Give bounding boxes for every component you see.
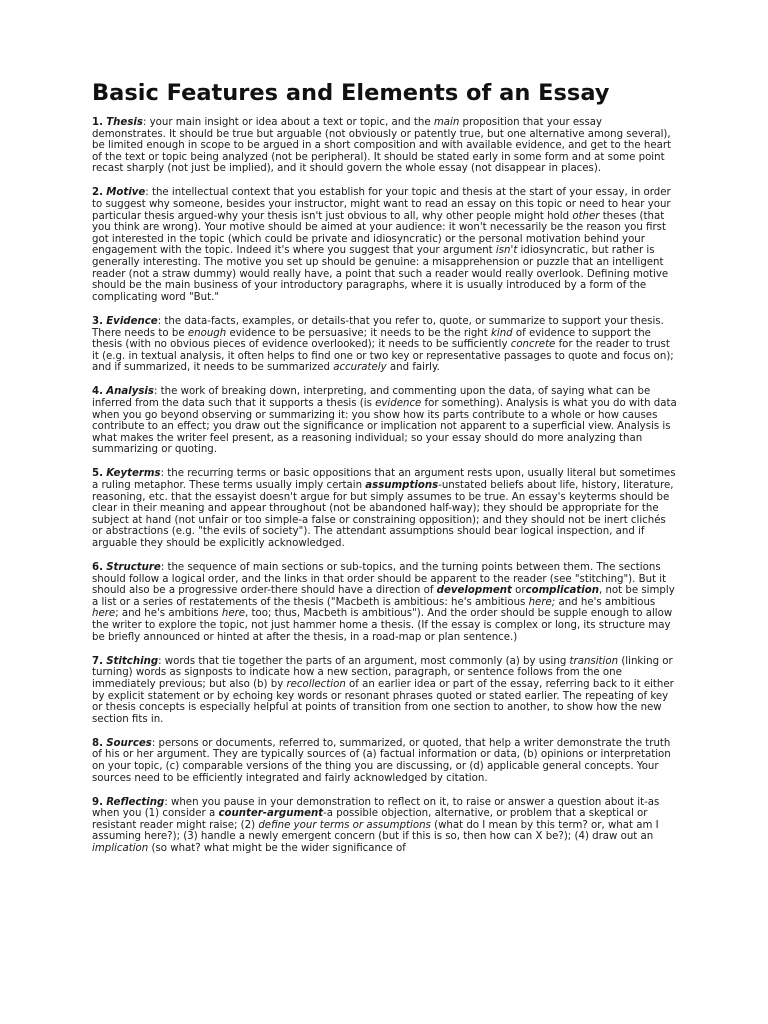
section-7	[92, 656, 678, 726]
emphasis: here	[221, 608, 246, 620]
emphasis: transition	[569, 655, 619, 667]
text-run: theses (that you think are wrong). Your motive should be aimed at your audience: it won't necessarily be the reason you first got interested in the topic (which could be private and idiosyncratic) or the personal motivation behind your engagement with the topic. Indeed it's where you suggest that your argument	[92, 210, 666, 257]
text-run: : your main insight or idea about a text or topic, and the	[142, 117, 434, 128]
text-run: (linking or turning) words as signposts to indicate how a new section, paragraph, or sentence follows from the one immediately previous; but also (b) by	[92, 655, 673, 690]
section-1	[92, 117, 678, 175]
term: Motive	[106, 187, 146, 199]
section-number: 1.	[92, 117, 103, 128]
text-run: : the intellectual context that you establish for your topic and thesis at the start of your essay, in order to suggest why someone, besides your instructor, might want to read an essay on this topic or need to hear your particular thesis argued-why your thesis isn't just obvious to all, why other people might hold	[92, 187, 671, 222]
term: Structure	[106, 562, 161, 574]
term: complication	[525, 585, 599, 597]
emphasis: other	[572, 210, 600, 222]
text-run: ; and he's ambitions	[115, 608, 222, 620]
section-4	[92, 386, 678, 456]
text-run: idiosyncratic, but rather is generally interesting. The motive you set up should be genuine: a misapprehension or puzzle that an intelligent reader (not a straw dummy) would really have, a point that such a reader would really overlook. Defining motive should be the main business of your introductory paragraphs, where it is usually introduced by a form of the complicating word "But."	[92, 245, 669, 303]
emphasis: evidence	[375, 397, 422, 409]
text-run: and fairly.	[386, 362, 440, 374]
text-run: : when you pause in your demonstration to reflect on it, to raise or answer a question about it-as when you (1) consider a	[92, 796, 660, 820]
term: Stitching	[106, 655, 159, 667]
emphasis: enough	[187, 327, 227, 339]
text-run: of evidence to support the thesis (with no obvious pieces of evidence overlooked); it needs to be sufficiently	[92, 327, 651, 351]
text-run: , not be simply a list or a series of restatements of the thesis ("Macbeth is ambitious: he's ambitious	[92, 585, 675, 608]
text-run: and he's ambitious	[555, 596, 656, 608]
text-run: (what do I mean by this term? or, what am I assuming here?); (3) handle a newly emergent concern (but if this is so, then how can X be?); (4) draw out an	[92, 819, 659, 843]
term: Reflecting	[106, 796, 165, 808]
term: Evidence	[106, 315, 158, 327]
emphasis: implication	[92, 843, 149, 855]
term: assumptions	[365, 480, 439, 492]
section-5	[92, 468, 678, 549]
text-run: -a possible objection, alternative, or problem that a skeptical or resistant reader might raise; (2)	[92, 808, 648, 831]
emphasis: concrete	[510, 339, 556, 351]
term: development	[436, 585, 512, 597]
emphasis: here;	[528, 596, 556, 608]
section-number: 7.	[92, 655, 103, 667]
text-run: : the recurring terms or basic oppositions that an argument rests upon, usually literal but sometimes a ruling metaphor. These terms usually imply certain	[92, 468, 676, 492]
section-3	[92, 316, 678, 374]
section-number: 5.	[92, 468, 103, 480]
section-2	[92, 187, 678, 303]
text-run: -unstated beliefs about life, history, literature, reasoning, etc. that the essayist doesn't argue for but simply assumes to be true. An essay's keyterms should be clear in their meaning and appear throughout (not be abandoned half-way); they should be appropriate for the subject at hand (not unfair or too simple-a false or constraining opposition); and they should not be inert clichés or abstractions (e.g. "the evils of society"). The attendant assumptions should bear logical inspection, and if arguable they should be explicitly acknowledged.	[92, 480, 674, 549]
text-run: (so what? what might be the wider significance of	[148, 843, 406, 855]
section-number: 2.	[92, 187, 103, 199]
emphasis: main	[433, 117, 460, 128]
text-run: : persons or documents, referred to, summarized, or quoted, that help a writer demonstrate the truth of his or her argument. They are typically sources of (a) factual information or data, (b) opinions or interpretation on your topic, (c) comparable versions of the thing you are discussing, or (d) applicable general concepts. Your sources need to be efficiently integrated and fairly acknowledged by citation.	[92, 737, 671, 784]
emphasis: accurately	[333, 362, 387, 374]
text-run: : the data-facts, examples, or details-that you refer to, quote, or summarize to support your thesis. There needs to be	[92, 315, 664, 339]
section-9	[92, 797, 678, 855]
text-run: evidence to be persuasive; it needs to be the right	[226, 327, 491, 339]
text-run: : words that tie together the parts of an argument, most commonly (a) by using	[158, 655, 570, 667]
term: counter-argument	[218, 808, 324, 820]
emphasis: kind	[491, 327, 513, 339]
text-run: for the reader to trust it (e.g. in textual analysis, it often helps to find one or two key or representative passages to quote and focus on); and if summarized, it needs to be summarized	[92, 339, 674, 374]
term: Sources	[106, 737, 152, 749]
section-number: 8.	[92, 737, 103, 749]
emphasis: isn't	[495, 245, 518, 257]
text-run: or	[511, 585, 526, 597]
section-8	[92, 738, 678, 784]
text-run: for something). Analysis is what you do with data when you go beyond observing or summarizing it: you show how its parts contribute to a whole or how causes contribute to an effect; you draw out the significance or implication not apparent to a superficial view. Analysis is what makes the writer feel present, as a reasoning individual; so your essay should do more analyzing than summarizing or quoting.	[92, 397, 677, 456]
page-title: Basic Features and Elements of an Essay	[92, 80, 610, 106]
emphasis: recollection	[286, 678, 346, 690]
text-run: : the sequence of main sections or sub-topics, and the turning points between them. The sections should follow a logical order, and the links in that order should be apparent to the reader (see "stitching"). But it should also be a progressive order-there should have a direction of	[92, 562, 667, 597]
section-6	[92, 562, 678, 643]
emphasis: define your terms or assumptions	[258, 819, 431, 831]
text-run: , too; thus, Macbeth is ambitious"). And the order should be supple enough to allow the writer to explore the topic, not just hammer home a thesis. (If the essay is complex or long, its structure may be briefly announced or hinted at after the thesis, in a road-map or plan sentence.)	[92, 608, 673, 643]
section-number: 9.	[92, 796, 103, 808]
term: Analysis	[106, 386, 154, 398]
essay-body	[92, 117, 678, 867]
section-number: 4.	[92, 386, 103, 398]
text-run: proposition that your essay demonstrates. It should be true but arguable (not obviously or patently true, but one alternative among several), be limited enough in scope to be argued in a short composition and with available evidence, and get to the heart of the text or topic being analyzed (not be peripheral). It should be stated early in some form and at some point recast sharply (not just be implied), and it should govern the whole essay (not disappear in places).	[92, 117, 672, 175]
section-number: 6.	[92, 562, 103, 574]
text-run: : the work of breaking down, interpreting, and commenting upon the data, of saying what can be inferred from the data such that it supports a thesis (is	[92, 386, 651, 409]
term: Keyterms	[106, 468, 161, 480]
text-run: of an earlier idea or part of the essay, referring back to it either by explicit statement or by echoing key words or resonant phrases quoted or stated earlier. The repeating of key or thesis concepts is especially helpful at points of transition from one section to another, to show how the new section fits in.	[92, 678, 674, 725]
section-number: 3.	[92, 315, 103, 327]
emphasis: here	[92, 608, 116, 620]
term: Thesis	[106, 117, 143, 128]
